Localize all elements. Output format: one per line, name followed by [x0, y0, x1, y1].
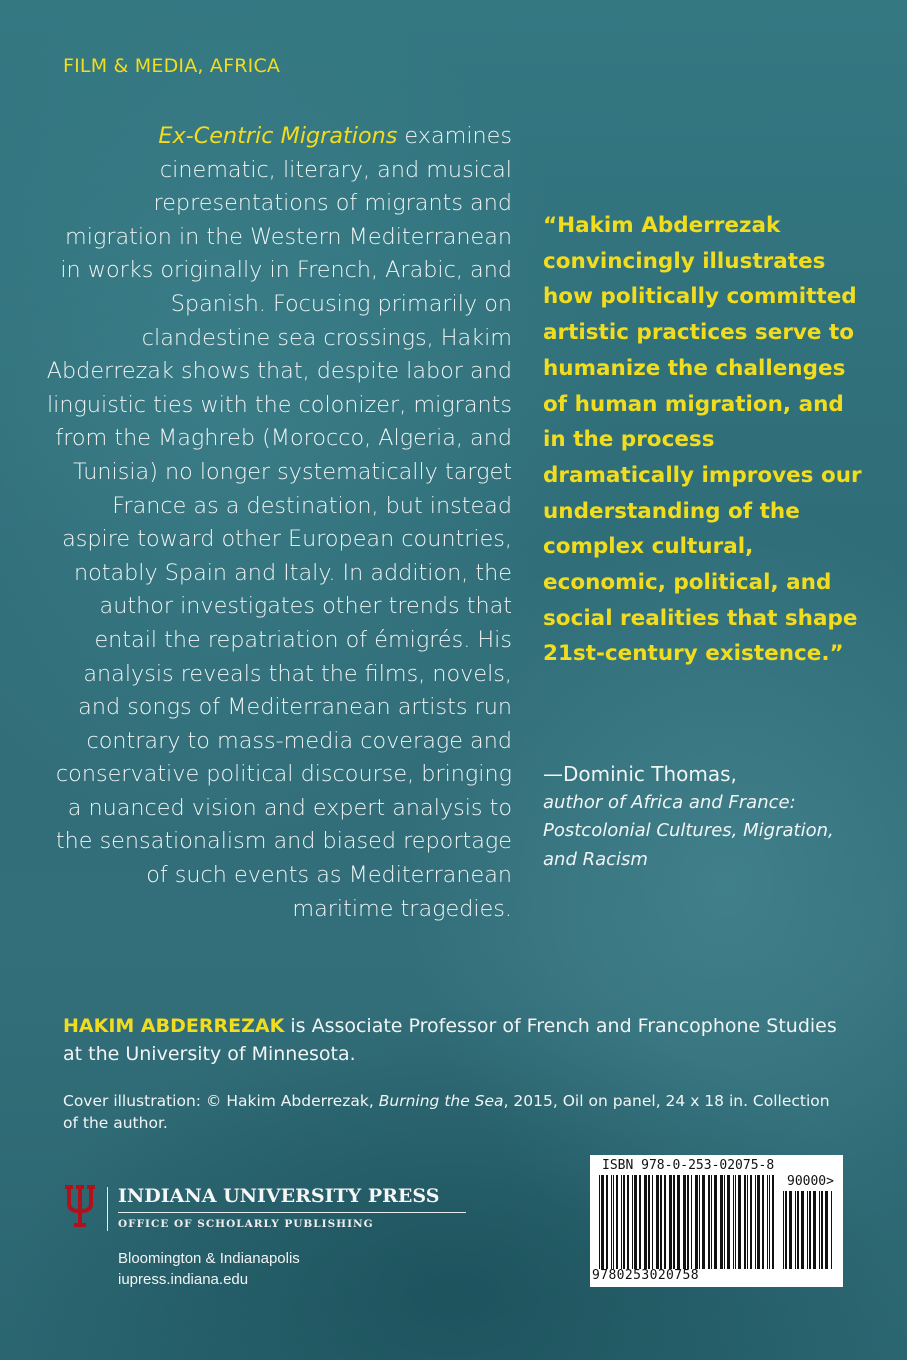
category-label: FILM & MEDIA, AFRICA [63, 55, 281, 77]
barcode-bar [673, 1175, 675, 1269]
publisher-block [63, 1185, 503, 1305]
publisher-subtitle: OFFICE OF SCHOLARLY PUBLISHING [118, 1218, 374, 1230]
barcode-bar [735, 1175, 736, 1269]
barcode-bar [639, 1175, 641, 1269]
cover-credit-prefix: Cover illustration: © Hakim Abderrezak, [63, 1092, 379, 1110]
publisher-url: iupress.indiana.edu [118, 1271, 249, 1288]
publisher-divider [107, 1187, 108, 1231]
barcode-bar [702, 1175, 705, 1269]
publisher-name: INDIANA UNIVERSITY PRESS [118, 1185, 440, 1207]
cover-credit [63, 1090, 843, 1134]
barcode-bar [821, 1191, 823, 1269]
cover-artwork-title: Burning the Sea [378, 1092, 504, 1110]
barcode-bar [613, 1175, 614, 1269]
barcode-bar [621, 1175, 622, 1269]
barcode-bar [660, 1175, 662, 1269]
barcode-bar [623, 1175, 625, 1269]
isbn-number: ISBN 978-0-253-02075-8 [602, 1158, 775, 1173]
barcode-bar [744, 1175, 746, 1269]
publisher-location: Bloomington & Indianapolis [118, 1250, 300, 1267]
barcode-bar [727, 1175, 730, 1269]
barcode-bar [711, 1175, 712, 1269]
barcode-bar [664, 1175, 666, 1269]
barcode-bar [652, 1175, 653, 1269]
barcode-bar [747, 1175, 748, 1269]
barcode-bar [813, 1191, 816, 1269]
barcode-bar [656, 1175, 659, 1269]
barcode-bar [691, 1175, 692, 1269]
price-code: 90000> [787, 1174, 834, 1189]
barcode-bar [769, 1175, 770, 1269]
barcode-bar [733, 1175, 734, 1269]
barcode-bar [757, 1175, 760, 1269]
barcode-bar [634, 1175, 637, 1269]
barcode-bar [785, 1191, 787, 1269]
barcode-bar [599, 1175, 600, 1269]
barcode-bar [611, 1175, 612, 1269]
barcode-bar [627, 1175, 629, 1269]
book-title: Ex-Centric Migrations [158, 123, 398, 149]
barcode-bar [762, 1175, 764, 1269]
barcode-bar [616, 1175, 618, 1269]
barcode-bar [601, 1175, 604, 1269]
barcode-bar [795, 1191, 796, 1269]
barcode-bar [695, 1175, 698, 1269]
ean-number: 9780253020758 [592, 1268, 699, 1283]
barcode-bar [750, 1175, 752, 1269]
barcode-bar [789, 1191, 792, 1269]
barcode-bar [677, 1175, 680, 1269]
barcode-bar [683, 1175, 686, 1269]
cover-credit-suffix: , 2015, Oil on panel, 24 x 18 in. Collection of the author. [63, 1092, 830, 1132]
barcode-bar [755, 1175, 756, 1269]
barcode-bar [699, 1175, 700, 1269]
barcode-bar [648, 1175, 650, 1269]
barcode-bar [714, 1175, 717, 1269]
barcode-bar [801, 1191, 804, 1269]
barcode-bar [669, 1175, 672, 1269]
endorser-name: —Dominic Thomas, [543, 762, 737, 786]
isbn-barcode [590, 1155, 843, 1287]
endorsement-attribution [543, 760, 863, 874]
barcode-bar [767, 1175, 768, 1269]
author-bio [63, 1012, 843, 1068]
endorser-book-title: Africa and France: Postcolonial Cultures, Migration, and Racism [543, 791, 834, 870]
barcode-bar [797, 1191, 799, 1269]
barcode-bar [687, 1175, 689, 1269]
endorser-credential [543, 789, 863, 875]
book-description [40, 120, 512, 926]
barcode-bar [809, 1191, 811, 1269]
iu-trident-logo-icon [63, 1185, 97, 1233]
author-bio-text: is Associate Professor of French and Francophone Studies at the University of Minnesota. [63, 1015, 837, 1065]
addon-barcode-bars [783, 1191, 837, 1269]
barcode-bar [807, 1191, 808, 1269]
endorser-role: author of [543, 791, 632, 813]
barcode-bar [720, 1175, 723, 1269]
barcode-bar [825, 1191, 828, 1269]
barcode-bar [708, 1175, 710, 1269]
barcode-bar [831, 1191, 832, 1269]
barcode-bar [724, 1175, 725, 1269]
barcode-bar [819, 1191, 820, 1269]
barcode-bar [632, 1175, 633, 1269]
barcode-bar [772, 1175, 774, 1269]
book-description-text: examines cinematic, literary, and musical representations of migrants and migration in the Western Mediterranean in works originally in French, Arabic, and Spanish. Focusing primarily on clandestine sea crossings, Hakim Abderrezak shows that, despite labor and linguistic ties with the colonizer, migrants from the Maghreb (Morocco, Algeria, and Tunisia) no longer systematically target France as a destination, but instead aspire toward other European countries, notably Spain and Italy. In addition, the author investigates other trends that entail the repatriation of émigrés. His analysis reveals that the films, novels, and songs of Mediterranean artists run contrary to mass-media coverage and conservative political discourse, bringing a nuanced vision and expert analysis to the sensationalism and biased reportage of such events as Mediterranean maritime tragedies. [46, 123, 512, 922]
endorsement-quote: “Hakim Abderrezak convincingly illustrates how politically committed artistic practices serve to humanize the challenges of human migration, and in the process dramatically improves our understanding of the complex cultural, economic, political, and social realities that shape 21st-century existence.” [543, 213, 862, 667]
publisher-rule [118, 1212, 466, 1213]
barcode-bar [738, 1175, 741, 1269]
author-name: HAKIM ABDERREZAK [63, 1015, 285, 1037]
barcode-bar [783, 1191, 784, 1269]
barcode-bar [644, 1175, 647, 1269]
barcode-bar [606, 1175, 608, 1269]
ean-barcode-bars [599, 1175, 781, 1269]
